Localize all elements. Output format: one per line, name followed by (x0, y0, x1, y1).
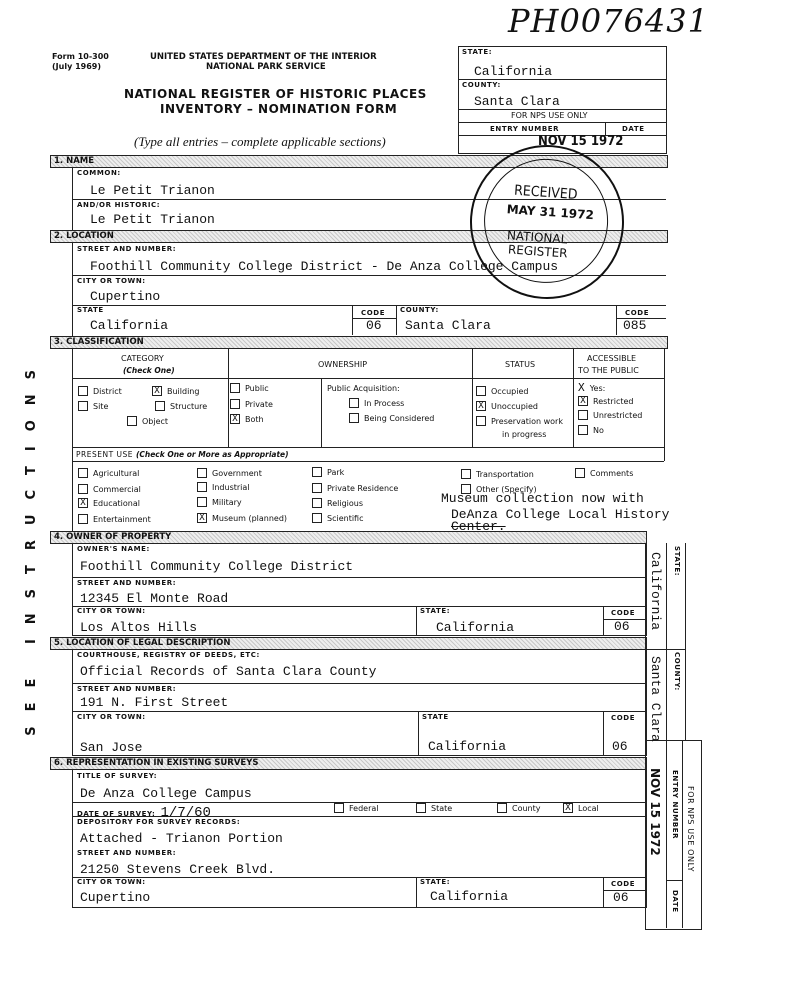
survey-code: 06 (613, 890, 629, 905)
nps-county-label: COUNTY: (462, 81, 501, 89)
side-state: California (648, 552, 663, 631)
checkbox-district[interactable] (78, 386, 122, 396)
legal-street-label: STREET AND NUMBER: (77, 685, 177, 693)
checkbox-box[interactable] (197, 482, 207, 492)
checkbox-private-residence[interactable] (312, 483, 398, 493)
checkbox-box[interactable] (578, 425, 588, 435)
checkbox-label: Religious (327, 498, 363, 508)
checkbox-box[interactable] (230, 383, 240, 393)
checkbox-agricultural[interactable] (78, 468, 139, 478)
stamp-received: RECEIVED (513, 182, 578, 204)
legal-state: California (428, 739, 507, 754)
checkbox-label: Site (93, 401, 109, 411)
section-6-title: 6. REPRESENTATION IN EXISTING SURVEYS (54, 758, 259, 768)
checkbox-label: Building (167, 386, 200, 396)
checkbox-box[interactable] (127, 416, 137, 426)
checkbox-label: Restricted (593, 396, 634, 406)
owner-street: 12345 El Monte Road (80, 591, 229, 606)
survey-code-label: CODE (611, 880, 636, 888)
survey-state: California (430, 889, 509, 904)
side-date-label: DATE (671, 890, 679, 913)
checkbox-box[interactable] (312, 498, 322, 508)
owner-code-label: CODE (611, 609, 636, 617)
department: UNITED STATES DEPARTMENT OF THE INTERIOR (150, 52, 377, 62)
status-header: STATUS (505, 360, 536, 369)
checkbox-county[interactable] (497, 803, 541, 813)
checkbox-box[interactable] (476, 386, 486, 396)
checkbox-box[interactable] (312, 483, 322, 493)
checkbox-label: Entertainment (93, 514, 151, 524)
checkbox-label: Agricultural (93, 468, 140, 478)
checkbox-box[interactable] (312, 513, 322, 523)
side-entry-label: ENTRY NUMBER (671, 770, 679, 840)
section-3-title: 3. CLASSIFICATION (54, 337, 144, 347)
checkbox-label: Transportation (476, 469, 534, 479)
checkbox-building[interactable] (152, 386, 199, 396)
accessible-header-1: ACCESSIBLE (587, 354, 637, 363)
checkbox-military[interactable] (197, 497, 242, 507)
common-name: Le Petit Trianon (90, 183, 215, 198)
checkbox-label: Government (212, 468, 262, 478)
entry-number-label: ENTRY NUMBER (490, 125, 560, 133)
side-county-label: COUNTY: (673, 652, 681, 691)
checkbox-box[interactable] (497, 803, 507, 813)
checkbox-label: No (593, 425, 604, 435)
city-value: Cupertino (90, 289, 161, 304)
historic-name: Le Petit Trianon (90, 212, 215, 227)
checkbox-restricted[interactable] (578, 396, 633, 406)
checkbox-box[interactable] (416, 803, 426, 813)
yes-label: X Yes: (578, 381, 606, 394)
checkbox-site[interactable] (78, 401, 108, 411)
legal-city: San Jose (80, 740, 143, 755)
checkbox-scientific[interactable] (312, 513, 364, 523)
present-use-label: PRESENT USE (76, 450, 134, 459)
checkbox-label: Educational (93, 498, 140, 508)
checkbox-label: Commercial (93, 484, 141, 494)
legal-code-label: CODE (611, 714, 636, 722)
survey-city-label: CITY OR TOWN: (77, 878, 146, 886)
nps-county: Santa Clara (474, 94, 560, 109)
section-2-title: 2. LOCATION (54, 231, 114, 241)
owner-city-label: CITY OR TOWN: (77, 607, 146, 615)
checkbox-box[interactable] (78, 468, 88, 478)
checkbox-box[interactable] (578, 410, 588, 420)
checkbox-box[interactable] (78, 514, 88, 524)
courthouse-label: COURTHOUSE, REGISTRY OF DEEDS, ETC: (77, 651, 260, 659)
county-label: COUNTY: (400, 306, 439, 314)
legal-street: 191 N. First Street (80, 695, 229, 710)
street-label: STREET AND NUMBER: (77, 245, 177, 253)
accessible-header-2: TO THE PUBLIC (578, 366, 639, 375)
checkbox-label: Industrial (212, 482, 250, 492)
checkbox-unrestricted[interactable] (578, 410, 642, 420)
stamp-date: MAY 31 1972 (506, 202, 595, 223)
depository-label: DEPOSITORY FOR SURVEY RECORDS: (77, 818, 241, 826)
owner-code: 06 (614, 619, 630, 634)
checkbox-commercial[interactable] (78, 484, 141, 494)
checkbox-box[interactable] (78, 401, 88, 411)
checkbox-transportation[interactable] (461, 469, 534, 479)
category-header: CATEGORY (121, 354, 164, 363)
owner-state-label: STATE: (420, 607, 451, 615)
checkbox-preservation-work[interactable] (476, 416, 563, 426)
checkbox-occupied[interactable] (476, 386, 528, 396)
checkbox-label: Occupied (491, 386, 529, 396)
survey-state-label: STATE: (420, 878, 451, 886)
checkbox-label: Both (245, 414, 264, 424)
checkbox-label: Structure (170, 401, 208, 411)
see-instructions: SEE INSTRUCTIONS (24, 355, 39, 736)
state-code-label: CODE (361, 309, 386, 317)
checkbox-box[interactable] (78, 386, 88, 396)
checkbox-comments[interactable] (575, 468, 633, 478)
stamp-national: NATIONAL (506, 228, 568, 247)
depository: Attached - Trianon Portion (80, 831, 283, 846)
owner-city: Los Altos Hills (80, 620, 198, 635)
checkbox-structure[interactable] (155, 401, 207, 411)
checkbox-label: State (431, 803, 453, 813)
checkbox-label: Private Residence (327, 483, 399, 493)
checkbox-label: In Process (364, 398, 405, 408)
nps-state: California (474, 64, 553, 79)
service: NATIONAL PARK SERVICE (206, 62, 326, 72)
county-code: 085 (623, 318, 647, 333)
instructions: (Type all entries – complete applicable sections) (134, 134, 386, 149)
checkbox-label: Local (578, 803, 599, 813)
checkbox-label: Unoccupied (491, 401, 538, 411)
form-date: (July 1969) (52, 62, 101, 71)
checkbox-box[interactable]: X (563, 803, 573, 813)
checkbox-label: Other (Specify) (476, 484, 537, 494)
checkbox-box[interactable] (312, 467, 322, 477)
form-title-2: INVENTORY – NOMINATION FORM (160, 102, 398, 116)
section-4-title: 4. OWNER OF PROPERTY (54, 532, 172, 542)
checkbox-federal[interactable] (334, 803, 379, 813)
side-county: Santa Clara (648, 656, 663, 742)
checkbox-box[interactable] (349, 398, 359, 408)
checkbox-unoccupied[interactable] (476, 401, 538, 411)
checkbox-park[interactable] (312, 467, 344, 477)
checkbox-museum-planned[interactable] (197, 513, 287, 523)
side-nps-use-only: FOR NPS USE ONLY (686, 786, 695, 873)
checkbox-box[interactable] (575, 468, 585, 478)
checkbox-label: Military (212, 497, 242, 507)
checkbox-label: Preservation work (491, 416, 563, 426)
legal-code: 06 (612, 739, 628, 754)
survey-city: Cupertino (80, 890, 151, 905)
checkbox-label: Private (245, 399, 273, 409)
checkbox-box[interactable] (78, 484, 88, 494)
side-state-label: STATE: (673, 546, 681, 577)
checkbox-entertainment[interactable] (78, 514, 151, 524)
stamp-register: REGISTER (507, 242, 568, 261)
checkbox-being-considered[interactable] (349, 413, 434, 423)
survey-title: De Anza College Campus (80, 786, 252, 801)
side-entry-stamp: NOV 15 1972 (648, 768, 662, 856)
checkbox-box[interactable] (155, 401, 165, 411)
survey-date: 1/7/60 (160, 805, 211, 821)
checkbox-in-process[interactable] (349, 398, 404, 408)
survey-street-label: STREET AND NUMBER: (77, 849, 177, 857)
in-progress-label: in progress (502, 430, 547, 439)
checkbox-label: County (512, 803, 541, 813)
historic-label: AND/OR HISTORIC: (77, 201, 161, 209)
checkbox-box[interactable] (197, 468, 207, 478)
checkbox-label: Federal (349, 803, 379, 813)
nps-use-only: FOR NPS USE ONLY (511, 111, 588, 120)
checkbox-label: Comments (590, 468, 634, 478)
checkbox-state[interactable] (416, 803, 452, 813)
legal-city-label: CITY OR TOWN: (77, 713, 146, 721)
other-note-2: DeAnza College Local History (451, 507, 670, 522)
checkbox-box[interactable] (197, 497, 207, 507)
present-use-note: (Check One or More as Appropriate) (135, 450, 289, 459)
checkbox-object[interactable] (127, 416, 168, 426)
checkbox-box[interactable]: X (78, 498, 88, 508)
checkbox-label: Museum (planned) (212, 513, 288, 523)
other-note-3: Center. (451, 519, 506, 534)
checkbox-industrial[interactable] (197, 482, 250, 492)
city-label: CITY OR TOWN: (77, 277, 146, 285)
yes-text: Yes: (589, 384, 606, 393)
checkbox-box[interactable]: X (152, 386, 162, 396)
checkbox-box[interactable] (461, 469, 471, 479)
nps-state-label: STATE: (462, 48, 493, 56)
form-number: Form 10-300 (52, 52, 109, 61)
street-value: Foothill Community College District - De Anza College Campus (90, 259, 559, 274)
checkbox-both[interactable] (230, 414, 264, 424)
checkbox-private[interactable] (230, 399, 273, 409)
other-note-1: Museum collection now with (441, 491, 644, 506)
state-code: 06 (366, 318, 382, 333)
owner-name-label: OWNER'S NAME: (77, 545, 150, 553)
public-acquisition-label: Public Acquisition: (327, 384, 400, 393)
owner-name: Foothill Community College District (80, 559, 354, 574)
county-code-label: CODE (625, 309, 650, 317)
checkbox-box[interactable]: X (578, 396, 588, 406)
owner-state: California (436, 620, 515, 635)
checkbox-label: District (93, 386, 122, 396)
state-value: California (90, 318, 169, 333)
legal-state-label: STATE (422, 713, 449, 721)
county-value: Santa Clara (405, 318, 491, 333)
form-title-1: NATIONAL REGISTER OF HISTORIC PLACES (124, 87, 427, 101)
section-1-title: 1. NAME (54, 156, 95, 166)
checkbox-box[interactable] (334, 803, 344, 813)
checkbox-label: Object (142, 416, 169, 426)
handwritten-id: PH0076431 (508, 2, 709, 40)
checkbox-government[interactable] (197, 468, 262, 478)
checkbox-box[interactable] (230, 399, 240, 409)
state-label: STATE (77, 306, 104, 314)
checkbox-label: Being Considered (364, 413, 435, 423)
date-label: DATE (622, 125, 645, 133)
checkbox-box[interactable] (476, 416, 486, 426)
checkbox-box[interactable]: X (230, 414, 240, 424)
present-use-header (76, 450, 289, 459)
checkbox-religious[interactable] (312, 498, 363, 508)
checkbox-label: Park (327, 467, 345, 477)
checkbox-box[interactable]: X (476, 401, 486, 411)
survey-street: 21250 Stevens Creek Blvd. (80, 862, 276, 877)
common-label: COMMON: (77, 169, 121, 177)
owner-street-label: STREET AND NUMBER: (77, 579, 177, 587)
section-5-title: 5. LOCATION OF LEGAL DESCRIPTION (54, 638, 231, 648)
checkbox-label: Public (245, 383, 269, 393)
survey-date-label: DATE OF SURVEY: (77, 810, 156, 818)
checkbox-no[interactable] (578, 425, 604, 435)
checkbox-public[interactable] (230, 383, 269, 393)
checkbox-educational[interactable] (78, 498, 140, 508)
checkbox-label: Scientific (327, 513, 364, 523)
checkbox-box[interactable] (349, 413, 359, 423)
survey-title-label: TITLE OF SURVEY: (77, 772, 158, 780)
date-stamp: NOV 15 1972 (538, 134, 624, 149)
courthouse: Official Records of Santa Clara County (80, 664, 377, 679)
ownership-header: OWNERSHIP (318, 360, 368, 369)
checkbox-box[interactable]: X (197, 513, 207, 523)
checkbox-label: Unrestricted (593, 410, 643, 420)
checkbox-local[interactable] (563, 803, 599, 813)
check-one-note: (Check One) (123, 366, 175, 375)
